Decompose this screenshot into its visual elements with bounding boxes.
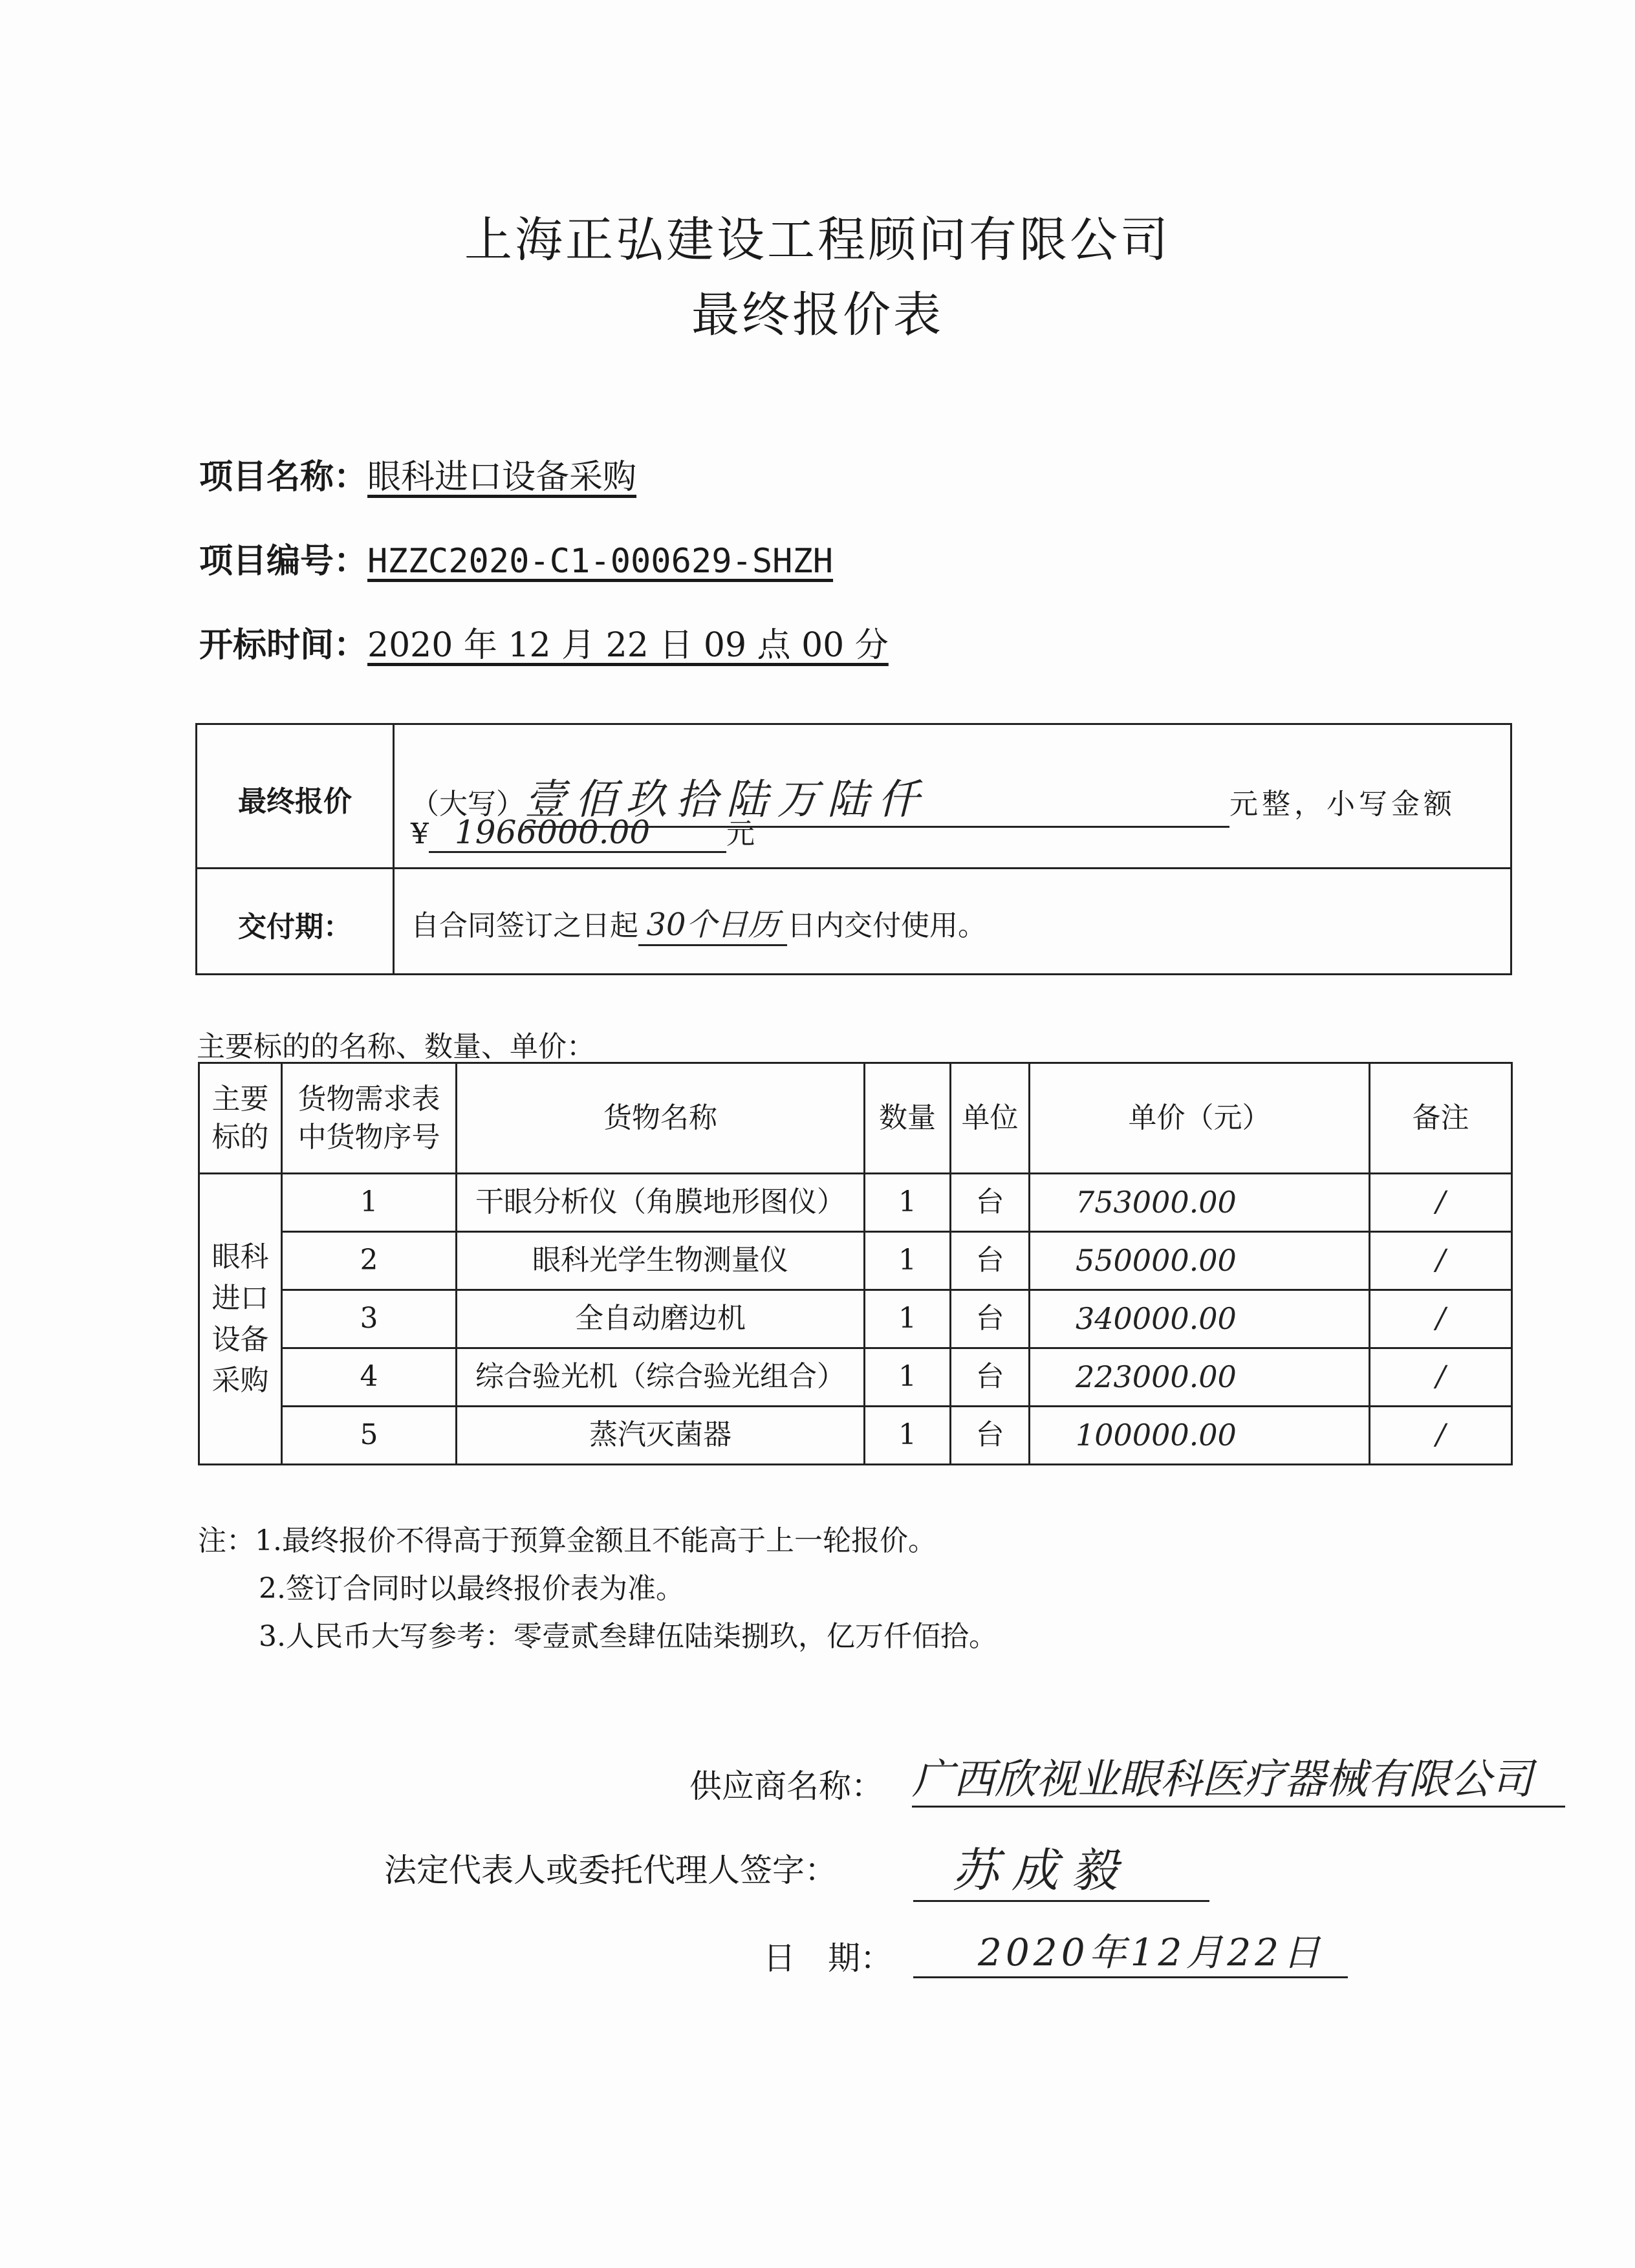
row-no: 4 [282,1348,457,1407]
goods-intro: 主要标的的名称、数量、单价： [197,1030,595,1063]
row-goods-name: 眼科光学生物测量仪 [457,1232,865,1290]
representative-label: 法定代表人或委托代理人签字： [384,1852,837,1889]
row-qty: 1 [865,1174,951,1232]
note-item: 3.人民币大写参考：零壹贰叁肆伍陆柒捌玖，亿万仟佰拾。 [259,1620,997,1653]
bid-time-label: 开标时间： [199,626,368,665]
date-label: 日 期： [763,1939,893,1977]
project-name-row [199,449,636,498]
capital-amount-handwritten: 壹佰玖拾陆万陆仟 [525,766,1229,828]
capital-prefix: （大写） [411,788,525,821]
header-unit: 单位 [951,1063,1030,1174]
header-quantity: 数量 [865,1063,951,1174]
date-handwritten: 2020年12月22日 [913,1922,1348,1978]
row-goods-name: 蒸汽灭菌器 [457,1407,865,1465]
row-remark: / [1370,1174,1512,1232]
table-row [199,1407,1512,1465]
row-price: 550000.00 [1030,1232,1370,1290]
header-unit-price: 单价（元） [1030,1063,1370,1174]
supplier-name-handwritten: 广西欣视业眼科医疗器械有限公司 [912,1746,1565,1808]
row-no: 5 [282,1407,457,1465]
capital-suffix: 元整，小写金额 [1229,788,1456,821]
row-price: 100000.00 [1030,1407,1370,1465]
table-row [199,1232,1512,1290]
row-unit: 台 [951,1232,1030,1290]
note-item: 1.最终报价不得高于预算金额且不能高于上一轮报价。 [255,1524,937,1557]
currency-symbol: ¥ [411,817,429,850]
row-no: 2 [282,1232,457,1290]
delivery-days-handwritten: 30个日历 [638,900,787,946]
row-qty: 1 [865,1290,951,1348]
delivery-label: 交付期： [238,911,352,944]
header-main-target: 主要标的 [199,1063,282,1174]
table-row [199,1348,1512,1407]
small-amount-suffix: 元 [726,817,755,850]
delivery-prefix: 自合同签订之日起 [411,909,638,942]
row-unit: 台 [951,1174,1030,1232]
row-unit: 台 [951,1348,1030,1407]
header-goods-name: 货物名称 [457,1063,865,1174]
row-price: 340000.00 [1030,1290,1370,1348]
table-row [199,1290,1512,1348]
row-qty: 1 [865,1348,951,1407]
row-unit: 台 [951,1290,1030,1348]
document-title: 最终报价表 [691,287,944,343]
header-remark: 备注 [1370,1063,1512,1174]
row-no: 1 [282,1174,457,1232]
row-no: 3 [282,1290,457,1348]
small-amount-line [411,810,755,853]
project-name-label: 项目名称： [199,458,368,497]
goods-header-row [199,1063,1512,1174]
company-name: 上海正弘建设工程顾问有限公司 [464,212,1171,268]
note-item: 2.签订合同时以最终报价表为准。 [259,1572,684,1605]
row-price: 223000.00 [1030,1348,1370,1407]
row-remark: / [1370,1348,1512,1407]
project-code-label: 项目编号： [199,542,368,581]
row-unit: 台 [951,1407,1030,1465]
group-cell: 眼科进口设备采购 [199,1174,282,1465]
project-code-row [199,534,833,582]
row-goods-name: 综合验光机（综合验光组合） [457,1348,865,1407]
row-goods-name: 干眼分析仪（角膜地形图仪） [457,1174,865,1232]
bid-time-row [199,618,889,666]
row-remark: / [1370,1290,1512,1348]
row-remark: / [1370,1232,1512,1290]
project-code-value: HZZC2020-C1-000629-SHZH [367,542,834,581]
delivery-line [411,900,986,946]
supplier-label: 供应商名称： [689,1767,883,1805]
row-qty: 1 [865,1407,951,1465]
delivery-suffix: 日内交付使用。 [787,909,986,942]
small-amount-handwritten: 1966000.00 [429,814,726,853]
note-line-1 [198,1517,937,1559]
header-item-no: 货物需求表中货物序号 [282,1063,457,1174]
quote-box-row-divider [197,867,1510,869]
final-quote-box [195,723,1512,975]
row-goods-name: 全自动磨边机 [457,1290,865,1348]
final-quote-label: 最终报价 [238,785,352,818]
row-price: 753000.00 [1030,1174,1370,1232]
row-remark: / [1370,1407,1512,1465]
quote-box-divider [393,725,395,973]
bid-time-value: 2020 年 12 月 22 日 09 点 00 分 [367,626,889,665]
table-row [199,1174,1512,1232]
row-qty: 1 [865,1232,951,1290]
goods-table [198,1062,1513,1465]
project-name-value: 眼科进口设备采购 [367,458,637,497]
representative-signature: 苏成毅 [913,1833,1209,1902]
note-prefix: 注： [198,1524,255,1557]
